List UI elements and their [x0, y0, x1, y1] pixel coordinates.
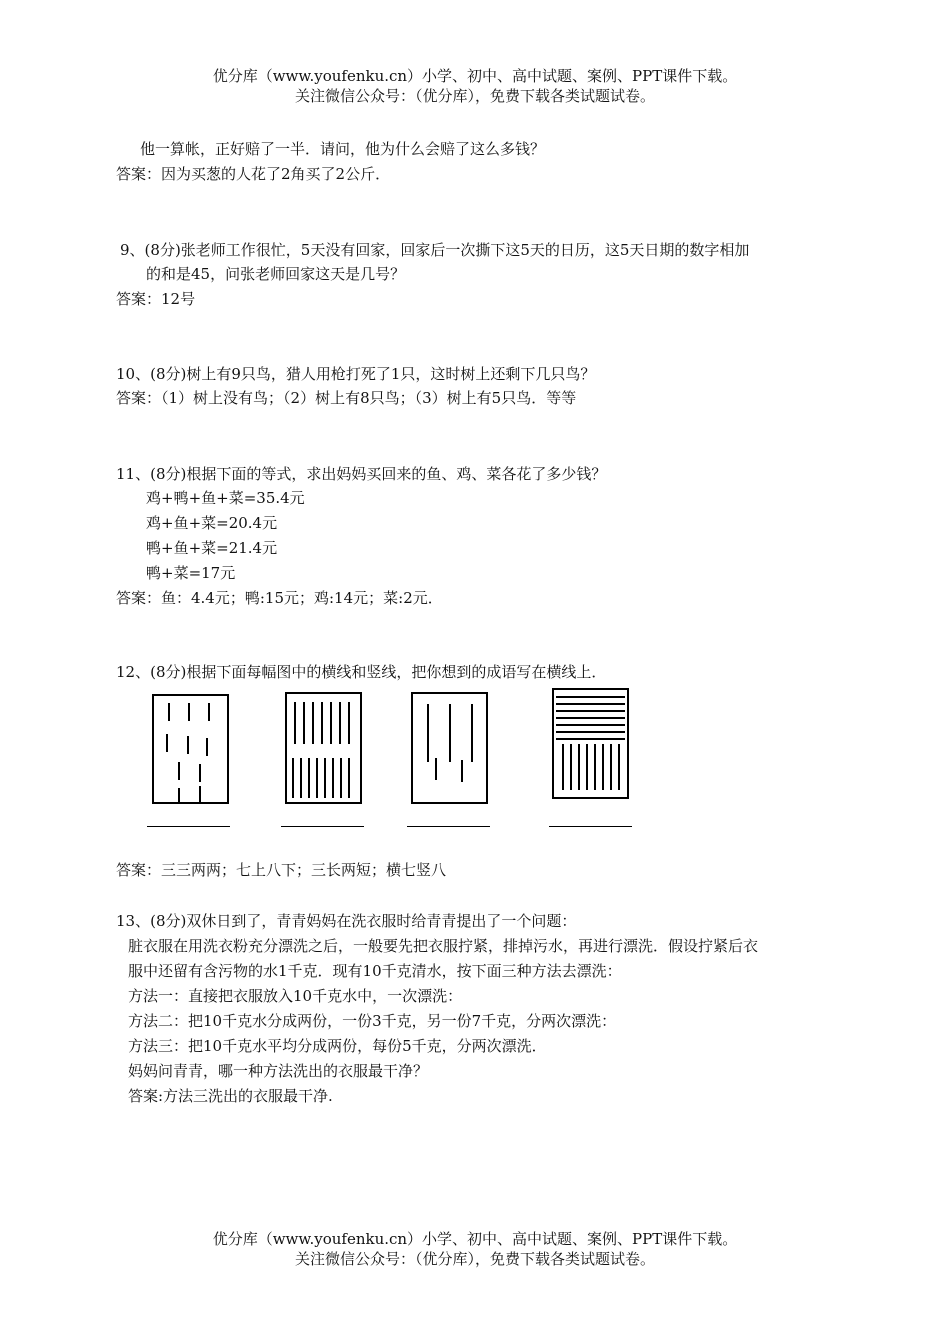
answer-blank-1[interactable]: [147, 826, 230, 827]
line-mark: [556, 717, 625, 719]
line-mark: [610, 744, 612, 790]
line-mark: [339, 702, 341, 744]
line-mark: [427, 704, 429, 762]
line-mark: [449, 704, 451, 762]
line-mark: [330, 702, 332, 744]
line-mark: [348, 758, 350, 798]
q13-method-1: 方法一：直接把衣服放入10千克水中，一次漂洗：: [128, 987, 463, 1005]
q13-method-3: 方法三：把10千克水平均分成两份，每份5千克，分两次漂洗．: [128, 1037, 547, 1055]
line-mark: [324, 758, 326, 798]
q9-line-2: 的和是45，问张老师回家这天是几号？: [146, 265, 406, 283]
footer-line-2: 关注微信公众号：（优分库），免费下载各类试题试卷。: [294, 1250, 655, 1268]
line-mark: [312, 702, 314, 744]
line-mark: [556, 731, 625, 733]
figure-3: [411, 692, 488, 804]
header-line-1: 优分库（www.youfenku.cn）小学、初中、高中试题、案例、PPT课件下载。: [212, 67, 738, 85]
line-mark: [321, 702, 323, 744]
line-mark: [578, 744, 580, 790]
footer-line-1: 优分库（www.youfenku.cn）小学、初中、高中试题、案例、PPT课件下载。: [212, 1230, 738, 1248]
line-mark: [461, 760, 463, 782]
line-mark: [556, 724, 625, 726]
line-mark: [570, 744, 572, 790]
q9-answer: 答案：12号: [116, 290, 196, 308]
line-mark: [208, 703, 210, 721]
line-mark: [556, 738, 625, 740]
line-mark: [586, 744, 588, 790]
line-mark: [594, 744, 596, 790]
line-mark: [292, 758, 294, 798]
figure-1: [152, 694, 229, 804]
line-mark: [618, 744, 620, 790]
header-line-2: 关注微信公众号：（优分库），免费下载各类试题试卷。: [294, 87, 655, 105]
line-mark: [178, 762, 180, 780]
q8-text: 他一算帐，正好赔了一半．请问，他为什么会赔了这么多钱？: [140, 140, 546, 158]
q11-answer: 答案：鱼：4.4元；鸭:15元；鸡:14元；菜:2元．: [116, 589, 443, 607]
line-mark: [332, 758, 334, 798]
line-mark: [602, 744, 604, 790]
q11-equation-2: 鸡+鱼+菜=20.4元: [146, 514, 278, 532]
q12-answer: 答案：三三两两；七上八下；三长两短；横七竖八: [116, 861, 447, 879]
q10-answer: 答案：（1）树上没有鸟；（2）树上有8只鸟；（3）树上有5只鸟．等等: [116, 389, 577, 407]
line-mark: [556, 696, 625, 698]
answer-blank-2[interactable]: [281, 826, 364, 827]
line-mark: [316, 758, 318, 798]
figure-2: [285, 692, 362, 804]
line-mark: [199, 764, 201, 782]
line-mark: [187, 736, 189, 754]
line-mark: [556, 710, 625, 712]
q13-text: 13、(8分)双休日到了，青青妈妈在洗衣服时给青青提出了一个问题：: [116, 912, 577, 930]
q13-paragraph-1: 脏衣服在用洗衣粉充分漂洗之后，一般要先把衣服拧紧，排掉污水，再进行漂洗．假设拧紧后衣: [128, 937, 759, 955]
q13-ask: 妈妈问青青，哪一种方法洗出的衣服最干净？: [128, 1062, 429, 1080]
line-mark: [178, 788, 180, 804]
line-mark: [206, 738, 208, 756]
q11-equation-3: 鸭+鱼+菜=21.4元: [146, 539, 278, 557]
line-mark: [166, 734, 168, 752]
line-mark: [308, 758, 310, 798]
figure-4: [552, 688, 629, 799]
answer-blank-4[interactable]: [549, 826, 632, 827]
line-mark: [435, 758, 437, 780]
q11-equation-1: 鸡+鸭+鱼+菜=35.4元: [146, 489, 305, 507]
line-mark: [303, 702, 305, 744]
line-mark: [168, 703, 170, 721]
q10-text: 10、(8分)树上有9只鸟，猎人用枪打死了1只，这时树上还剩下几只鸟？: [116, 365, 596, 383]
line-mark: [199, 786, 201, 804]
line-mark: [340, 758, 342, 798]
answer-blank-3[interactable]: [407, 826, 490, 827]
q11-text: 11、(8分)根据下面的等式，求出妈妈买回来的鱼、鸡、菜各花了多少钱？: [116, 465, 607, 483]
line-mark: [562, 744, 564, 790]
line-mark: [300, 758, 302, 798]
q13-answer: 答案:方法三洗出的衣服最干净.: [128, 1087, 333, 1105]
q13-paragraph-2: 服中还留有含污物的水1千克．现有10千克清水，按下面三种方法去漂洗：: [128, 962, 622, 980]
line-mark: [188, 703, 190, 721]
line-mark: [348, 702, 350, 744]
q13-method-2: 方法二：把10千克水分成两份，一份3千克，另一份7千克，分两次漂洗：: [128, 1012, 617, 1030]
q9-line-1: 9、(8分)张老师工作很忙，5天没有回家，回家后一次撕下这5天的日历，这5天日期的数字相加: [120, 241, 750, 259]
line-mark: [471, 704, 473, 762]
q11-equation-4: 鸭+菜=17元: [146, 564, 236, 582]
line-mark: [294, 702, 296, 744]
q12-text: 12、(8分)根据下面每幅图中的横线和竖线，把你想到的成语写在横线上．: [116, 663, 607, 681]
q8-answer: 答案：因为买葱的人花了2角买了2公斤．: [116, 165, 391, 183]
line-mark: [556, 703, 625, 705]
